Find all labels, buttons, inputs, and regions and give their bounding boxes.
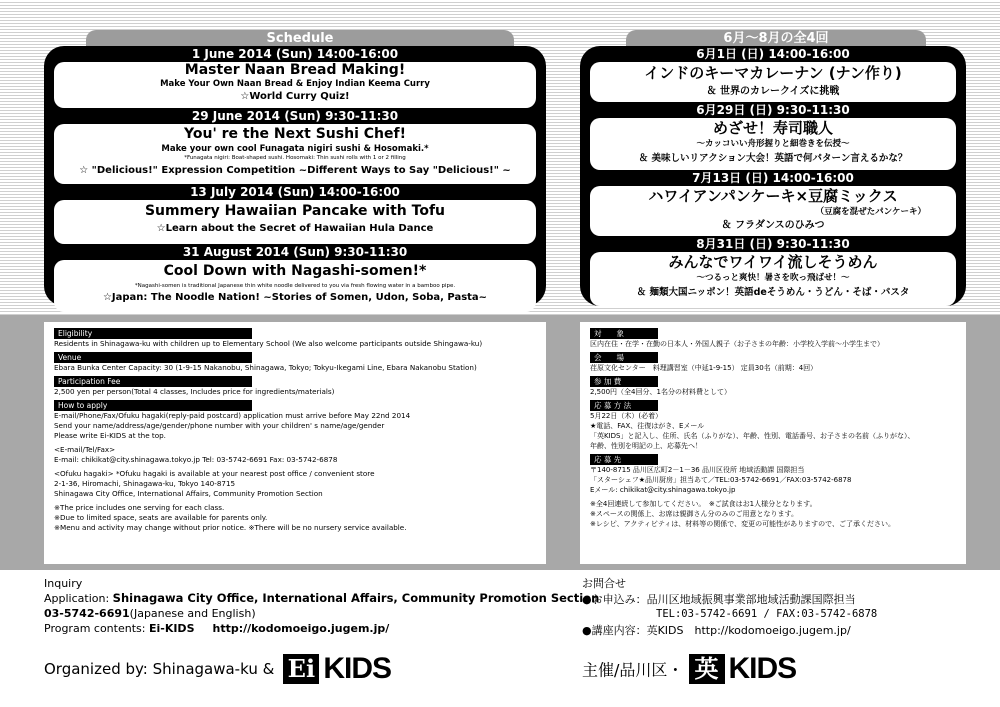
event-card (54, 62, 536, 108)
event-date: 6月1日 (日) 14:00-16:00 (696, 47, 850, 61)
inquiry-contact[interactable]: TEL:03-5742-6691 / FAX:03-5742-6878 (656, 608, 878, 620)
event-date: 29 June 2014 (Sun) 9:30-11:30 (191, 109, 399, 123)
info-panel-ja (580, 322, 966, 564)
event-subtitle: ～カッコいい舟形握りと細巻きを伝授～ (696, 139, 850, 149)
phone-number[interactable]: 03-5742-6691 (44, 607, 130, 620)
event-activity: ☆Learn about the Secret of Hawaiian Hula Dance (156, 223, 434, 234)
event-footnote: *Nagashi-somen is traditional Japanese thin white noodle delivered to you via fresh flowing water in a bamboo pipe. (134, 283, 456, 289)
event-date: 8月31日 (日) 9:30-11:30 (696, 237, 850, 251)
note: ※Due to limited space, seats are available for parents only. (54, 513, 268, 522)
event-title: Summery Hawaiian Pancake with Tofu (144, 203, 446, 219)
info-text: 5月22日（木）(必着） (590, 412, 663, 420)
event-card (590, 252, 956, 306)
section-label: 応 募 方 法 (590, 400, 658, 411)
phone-note: (Japanese and English) (129, 607, 256, 620)
info-text: 「スターシェフ★品川厨房」担当あて／TEL:03-5742-6691／FAX:03-5742-6878 (590, 476, 852, 484)
ei-kids-logo-text: KIDS (728, 652, 797, 685)
application-office: Shinagawa City Office, International Affairs, Community Promotion Section (112, 591, 600, 605)
section-label: 対 象 (590, 328, 658, 339)
program-prefix: Program contents: (44, 622, 149, 635)
ei-kids-logo-mark: Ei (283, 654, 319, 684)
info-text: 荏原文化センター 料理講習室（中延1-9-15） 定員30名（前期：4回） (590, 364, 818, 372)
section-label: Venue (54, 352, 252, 363)
event-activity: ＆ 美味しいリアクション大会！英語で何パターン言えるかな？ (638, 153, 908, 164)
note: ※Menu and activity may change without prior notice. ※There will be no nursery service available. (54, 523, 407, 532)
event-card (54, 124, 536, 184)
event-card (54, 260, 536, 312)
website-link[interactable]: http://kodomoeigo.jugem.jp/ (212, 622, 390, 635)
inquiry-line: ●お申込み：品川区地域振興事業部地域活動課国際担当 (582, 592, 856, 606)
info-text: 年齢、性別を明記の上、応募先へ！ (590, 442, 702, 450)
event-activity: ☆ "Delicious!" Expression Competition ~Different Ways to Say "Delicious!" ~ (79, 165, 511, 176)
schedule-panel (44, 46, 546, 306)
event-title: Cool Down with Nagashi-somen!* (163, 263, 427, 279)
event-subtitle: Make your own cool Funagata nigiri sushi & Hosomaki.* (161, 144, 429, 154)
event-subtitle: Make Your Own Naan Bread & Enjoy Indian Keema Curry (160, 79, 430, 89)
event-activity: ＆ フラダンスのひみつ (721, 220, 825, 231)
program-name: Ei-KIDS (148, 622, 195, 635)
organizer-en (44, 652, 391, 686)
contact-line[interactable]: E-mail: chikikat@city.shinagawa.tokyo.jp Tel: 03-5742-6691 Fax: 03-5742-6878 (54, 455, 338, 464)
note: ※スペースの関係上、お席は親御さん分のみのご用意となります。 (590, 510, 798, 518)
event-card (54, 200, 536, 244)
event-date: 7月13日 (日) 14:00-16:00 (692, 171, 854, 185)
event-footnote: *Funagata nigiri: Boat-shaped sushi. Hosomaki: Thin sushi rolls with 1 or 2 filling (184, 155, 406, 161)
event-card (590, 186, 956, 236)
info-text: 〒140-8715 品川区広町2－1－36 品川区役所 地域活動課 国際担当 (590, 466, 805, 474)
info-text: 「英KIDS」と記入し、住所、氏名（ふりがな）、年齢、性別、電話番号、お子さまの名前（ふりがな）、 (590, 432, 915, 440)
inquiry-line[interactable]: ●講座内容：英KIDS http://kodomoeigo.jugem.jp/ (582, 623, 851, 637)
event-title: ハワイアンパンケーキ×豆腐ミックス (648, 187, 898, 205)
section-label: Eligibility (54, 328, 252, 339)
info-text: ★電話、FAX、往復はがき、Eメール (590, 422, 705, 430)
event-title: みんなでワイワイ流しそうめん (668, 253, 878, 271)
info-panel-en (44, 322, 546, 564)
event-card (590, 118, 956, 170)
event-date: 6月29日 (日) 9:30-11:30 (696, 103, 850, 117)
inquiry-heading: お問合せ (582, 577, 626, 590)
event-date: 13 July 2014 (Sun) 14:00-16:00 (190, 185, 400, 199)
section-label: 応 募 先 (590, 454, 658, 465)
inquiry-heading: Inquiry (44, 577, 83, 590)
event-card (590, 62, 956, 102)
application-prefix: Application: (44, 592, 113, 605)
info-text: Ebara Bunka Center Capacity: 30 (1-9-15 Nakanobu, Shinagawa, Tokyo; Tokyu-Ikegami Line, Ebara Nakanobu Station) (54, 363, 477, 372)
ei-kids-logo-mark: 英 (689, 654, 725, 684)
organizer-text: 主催/品川区・ (582, 660, 684, 680)
section-label: 参 加 費 (590, 376, 658, 387)
section-label: 会 場 (590, 352, 658, 363)
event-date: 1 June 2014 (Sun) 14:00-16:00 (191, 47, 399, 61)
info-text: Shinagawa City Office, International Affairs, Community Promotion Section (54, 489, 323, 498)
note: ※全4回連続して参加してください。 ※ご試食はお1人様分となります。 (590, 500, 817, 508)
info-text: Please write Ei-KIDS at the top. (54, 431, 166, 440)
info-text: 区内在住・在学・在勤の日本人・外国人親子（お子さまの年齢：小学校入学前～小学生まで） (590, 340, 884, 348)
event-title: You' re the Next Sushi Chef! (184, 126, 406, 142)
info-text: 2,500 yen per person(Total 4 classes, Includes price for ingredients/materials) (54, 387, 335, 396)
info-text: <E-mail/Tel/Fax> (54, 445, 116, 454)
ei-kids-logo-text: KIDS (323, 652, 392, 685)
schedule-panel-ja (580, 46, 966, 306)
organizer-text: Organized by: Shinagawa-ku & (44, 660, 275, 678)
note: ※レシピ、アクティビティは、材料等の関係で、変更の可能性がありますので、ご了承ください。 (590, 520, 896, 528)
organizer-ja (582, 652, 796, 686)
event-title: Master Naan Bread Making! (184, 62, 406, 78)
footer-inquiry-en (44, 576, 600, 636)
section-label: How to apply (54, 400, 252, 411)
schedule-header: Schedule (86, 30, 514, 48)
info-text: Send your name/address/age/gender/phone number with your children' s name/age/gender (54, 421, 385, 430)
event-activity: ＆ 世界のカレークイズに挑戦 (706, 86, 840, 97)
event-subtitle: （豆腐を混ぜたパンケーキ） (815, 207, 926, 217)
info-text: Residents in Shinagawa-ku with children up to Elementary School (We also welcome participants outside Shingawa-ku) (54, 339, 483, 348)
info-text: E-mail/Phone/Fax/Ofuku hagaki(reply-paid postcard) application must arrive before May 22nd 2014 (54, 411, 411, 420)
info-text: 2,500円（全4回分、1名分の材料費として） (590, 388, 731, 396)
footer-inquiry-ja (582, 576, 982, 638)
info-text: 2-1-36, Hiromachi, Shinagawa-ku, Tokyo 140-8715 (54, 479, 236, 488)
info-text: <Ofuku hagaki> *Ofuku hagaki is available at your nearest post office / convenient store (54, 469, 375, 478)
contact-line[interactable]: Eメール: chikikat@city.shinagawa.tokyo.jp (590, 486, 736, 494)
event-date: 31 August 2014 (Sun) 9:30-11:30 (182, 245, 408, 259)
event-title: インドのキーマカレーナン (ナン作り) (644, 64, 902, 82)
schedule-header-ja: 6月～8月の全4回 (626, 30, 926, 48)
event-activity: ☆World Curry Quiz! (240, 91, 350, 102)
event-title: めざせ！寿司職人 (712, 119, 833, 137)
section-label: Participation Fee (54, 376, 252, 387)
event-subtitle: ～つるっと爽快！暑さを吹っ飛ばせ！～ (696, 273, 850, 283)
event-activity: ☆Japan: The Noodle Nation! ~Stories of Somen, Udon, Soba, Pasta~ (102, 292, 488, 303)
note: ※The price includes one serving for each class. (54, 503, 225, 512)
event-activity: ＆ 麺類大国ニッポン！英語deそうめん・うどん・そば・パスタ (636, 287, 910, 298)
